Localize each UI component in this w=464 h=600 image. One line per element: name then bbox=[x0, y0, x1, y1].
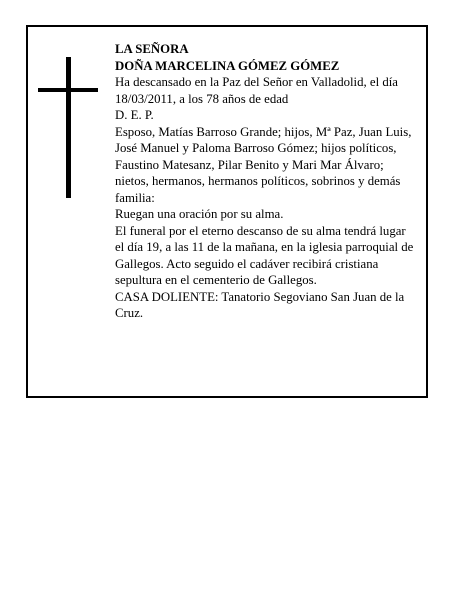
cross-vertical-bar bbox=[66, 57, 71, 198]
obituary-text bbox=[115, 41, 417, 322]
dep-line: D. E. P. bbox=[115, 108, 154, 122]
prayer-request: Ruegan una oración por su alma. bbox=[115, 207, 284, 221]
cross-icon bbox=[38, 57, 98, 198]
cross-horizontal-bar bbox=[38, 88, 98, 92]
casa-doliente: CASA DOLIENTE: Tanatorio Segoviano San Juan de la Cruz. bbox=[115, 289, 405, 320]
notice-title: LA SEÑORA bbox=[115, 42, 189, 56]
obituary-notice bbox=[26, 25, 428, 398]
death-statement: Ha descansado en la Paz del Señor en Valladolid, el día 18/03/2011, a los 78 años de edad bbox=[115, 75, 398, 106]
funeral-details: El funeral por el eterno descanso de su alma tendrá lugar el día 19, a las 11 de la mañana, en la iglesia parroquial de Gallegos. Acto seguido el cadáver recibirá cristiana sepultura en el cementerio de Gallegos. bbox=[115, 223, 414, 287]
family-list: Esposo, Matías Barroso Grande; hijos, Mª Paz, Juan Luis, José Manuel y Paloma Barroso Gómez; hijos políticos, Faustino Matesanz, Pilar Benito y Mari Mar Álvaro; nietos, hermanos, hermanos políticos, sobrinos y demás familia: bbox=[115, 124, 412, 205]
deceased-name: DOÑA MARCELINA GÓMEZ GÓMEZ bbox=[115, 58, 340, 73]
